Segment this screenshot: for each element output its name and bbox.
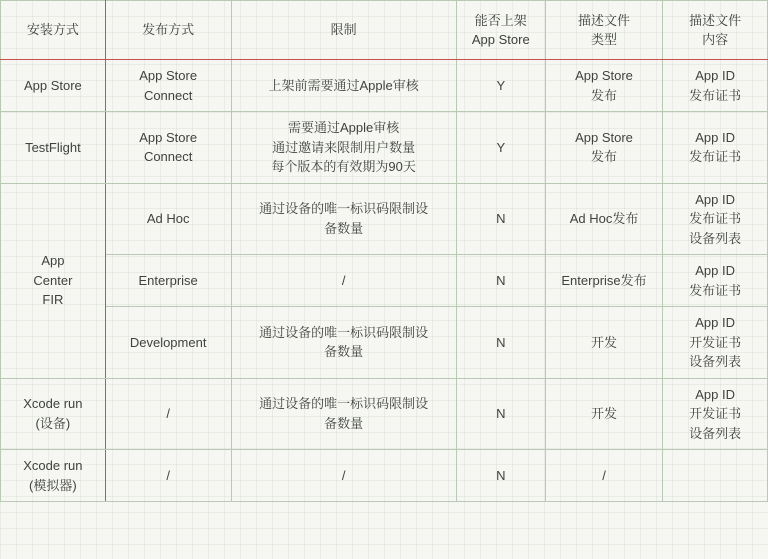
cell-text: 通过设备的唯一标识码限制设 bbox=[259, 324, 429, 340]
cell-publish-method bbox=[105, 450, 231, 502]
cell-text: 通过设备的唯一标识码限制设 bbox=[259, 201, 429, 217]
cell-text: App bbox=[41, 253, 65, 269]
table-body bbox=[1, 60, 768, 502]
cell-publish-method bbox=[105, 60, 231, 112]
cell-profile-type bbox=[545, 112, 662, 184]
cell-text: 发布证书 bbox=[689, 87, 742, 103]
cell-profile-content bbox=[663, 112, 768, 184]
cell-publish-method bbox=[105, 112, 231, 184]
cell-limits bbox=[231, 183, 456, 255]
cell-install-method bbox=[1, 112, 106, 184]
header-install-method bbox=[1, 1, 106, 60]
cell-text: / bbox=[602, 467, 606, 483]
cell-text: 开发证书 bbox=[689, 334, 742, 350]
table-row bbox=[1, 450, 768, 502]
cell-text: 发布证书 bbox=[689, 211, 742, 226]
cell-text: Y bbox=[496, 77, 506, 93]
cell-appstore-eligible bbox=[456, 112, 545, 184]
cell-limits bbox=[231, 378, 456, 450]
cell-profile-content bbox=[663, 255, 768, 307]
cell-install-method bbox=[1, 378, 106, 450]
cell-limits bbox=[231, 60, 456, 112]
table-header bbox=[1, 1, 768, 60]
cell-text: 每个版本的有效期为90天 bbox=[271, 159, 416, 174]
cell-profile-type bbox=[545, 307, 662, 379]
cell-profile-content bbox=[663, 450, 768, 502]
cell-text: 需要通过Apple审核 bbox=[288, 120, 400, 135]
cell-install-method bbox=[1, 183, 106, 378]
header-profile-content-line1: 描述文件 bbox=[689, 12, 742, 28]
cell-profile-type bbox=[545, 378, 662, 450]
cell-text: / bbox=[166, 467, 170, 483]
cell-text: App ID bbox=[695, 191, 735, 207]
cell-profile-content bbox=[663, 60, 768, 112]
cell-text: Enterprise发布 bbox=[561, 272, 647, 288]
cell-appstore-eligible bbox=[456, 450, 545, 502]
table-row bbox=[1, 183, 768, 255]
cell-text: N bbox=[496, 334, 506, 350]
cell-text: / bbox=[166, 406, 170, 421]
cell-text: Development bbox=[129, 334, 207, 350]
cell-text: Center bbox=[33, 272, 73, 288]
header-limits-line1: 限制 bbox=[330, 22, 357, 38]
header-profile-type-line1: 描述文件 bbox=[578, 12, 631, 28]
table-row bbox=[1, 307, 768, 379]
table-row bbox=[1, 378, 768, 450]
header-limits bbox=[231, 1, 456, 60]
cell-text: 设备列表 bbox=[689, 425, 742, 441]
cell-text: 备数量 bbox=[324, 220, 364, 236]
cell-limits bbox=[231, 255, 456, 307]
header-profile-content bbox=[663, 1, 768, 60]
cell-limits bbox=[231, 112, 456, 184]
cell-text: Xcode run bbox=[23, 396, 83, 412]
cell-text: / bbox=[341, 467, 346, 483]
cell-appstore-eligible bbox=[456, 307, 545, 379]
cell-profile-content bbox=[663, 378, 768, 450]
header-profile-type bbox=[545, 1, 662, 60]
cell-text: App Store bbox=[23, 77, 82, 93]
cell-text: 通过设备的唯一标识码限制设 bbox=[259, 396, 429, 412]
cell-text: 发布证书 bbox=[689, 149, 742, 165]
header-publish-method bbox=[105, 1, 231, 60]
cell-appstore-eligible bbox=[456, 183, 545, 255]
cell-text: 发布 bbox=[591, 149, 618, 165]
cell-appstore-eligible bbox=[456, 255, 545, 307]
cell-publish-method bbox=[105, 378, 231, 450]
cell-text: N bbox=[496, 467, 506, 483]
cell-text: FIR bbox=[42, 292, 64, 308]
cell-text: 发布 bbox=[591, 87, 618, 103]
cell-text: 设备列表 bbox=[689, 230, 742, 246]
cell-limits bbox=[231, 307, 456, 379]
cell-text: App ID bbox=[695, 263, 735, 278]
cell-profile-type bbox=[545, 255, 662, 307]
cell-text: Ad Hoc bbox=[146, 211, 190, 226]
cell-text: N bbox=[496, 272, 506, 288]
header-appstore-eligible-line2: App Store bbox=[471, 32, 530, 47]
header-appstore-eligible-line1: 能否上架 bbox=[474, 12, 527, 28]
cell-publish-method bbox=[105, 255, 231, 307]
cell-text: App Store bbox=[139, 68, 198, 83]
cell-text: Ad Hoc发布 bbox=[569, 211, 639, 226]
cell-text: N bbox=[496, 406, 506, 421]
header-publish-method-line1: 发布方式 bbox=[142, 22, 195, 38]
cell-text: TestFlight bbox=[25, 139, 81, 155]
cell-profile-content bbox=[663, 183, 768, 255]
cell-text: App ID bbox=[695, 386, 735, 402]
table-row bbox=[1, 112, 768, 184]
cell-publish-method bbox=[105, 183, 231, 255]
cell-text: 上架前需要通过Apple审核 bbox=[268, 77, 419, 93]
cell-text: 备数量 bbox=[324, 415, 364, 431]
cell-install-method bbox=[1, 450, 106, 502]
cell-limits bbox=[231, 450, 456, 502]
cell-text: App ID bbox=[695, 68, 735, 83]
cell-text: App ID bbox=[695, 129, 735, 145]
cell-profile-type bbox=[545, 450, 662, 502]
cell-text: Connect bbox=[143, 87, 193, 103]
cell-profile-content bbox=[663, 307, 768, 379]
cell-text: 设备列表 bbox=[689, 354, 742, 369]
cell-profile-type bbox=[545, 183, 662, 255]
header-profile-content-line2: 内容 bbox=[702, 32, 729, 47]
cell-text: 备数量 bbox=[324, 344, 364, 360]
cell-appstore-eligible bbox=[456, 378, 545, 450]
table-row bbox=[1, 60, 768, 112]
cell-text: App Store bbox=[139, 129, 198, 145]
cell-text: Y bbox=[496, 139, 506, 155]
cell-text: Enterprise bbox=[138, 272, 198, 288]
cell-text: 开发 bbox=[591, 406, 618, 421]
cell-text: Xcode run bbox=[23, 458, 83, 473]
header-profile-type-line2: 类型 bbox=[591, 32, 618, 47]
cell-text: 开发 bbox=[591, 334, 618, 350]
header-row bbox=[1, 1, 768, 60]
cell-text: 通过邀请来限制用户数量 bbox=[272, 139, 416, 155]
header-install-method-line1: 安装方式 bbox=[26, 22, 79, 38]
cell-profile-type bbox=[545, 60, 662, 112]
cell-text: App Store bbox=[575, 129, 633, 145]
cell-text: / bbox=[341, 272, 346, 288]
cell-text: (模拟器) bbox=[29, 477, 77, 493]
cell-text: 发布证书 bbox=[689, 282, 742, 298]
cell-text: App ID bbox=[695, 315, 735, 330]
cell-text: 开发证书 bbox=[689, 406, 742, 421]
cell-text: Connect bbox=[143, 149, 193, 165]
cell-text: N bbox=[496, 211, 506, 226]
header-appstore-eligible bbox=[456, 1, 545, 60]
cell-install-method bbox=[1, 60, 106, 112]
cell-publish-method bbox=[105, 307, 231, 379]
cell-text: App Store bbox=[575, 68, 633, 83]
cell-text: (设备) bbox=[35, 415, 71, 431]
table-row bbox=[1, 255, 768, 307]
cell-appstore-eligible bbox=[456, 60, 545, 112]
